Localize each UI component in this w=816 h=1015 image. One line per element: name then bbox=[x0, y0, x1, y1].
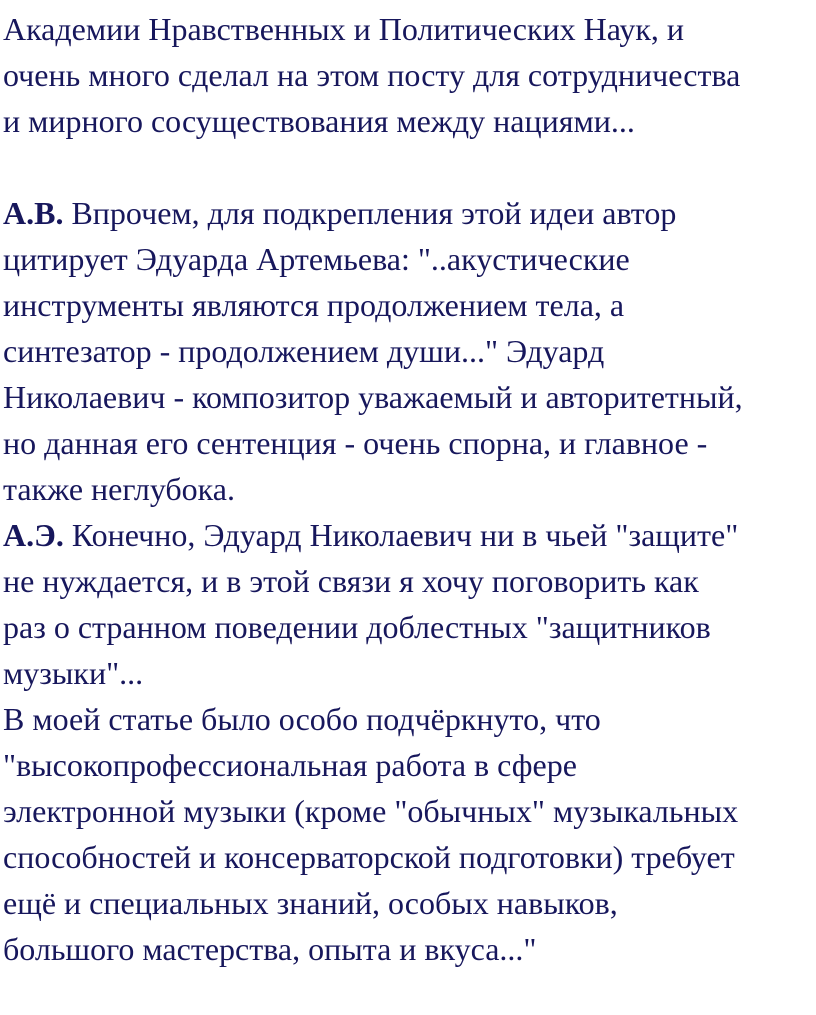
text-line: способностей и консерваторской подготовки) требует bbox=[3, 839, 735, 875]
text-line: Николаевич - композитор уважаемый и авторитетный, bbox=[3, 379, 743, 415]
paragraph-av bbox=[3, 190, 816, 512]
text-line: В моей статье было особо подчёркнуто, что bbox=[3, 701, 601, 737]
text-line: Академии Нравственных и Политических Наук, и bbox=[3, 11, 684, 47]
speaker-label: А.Э. bbox=[3, 517, 64, 553]
text-line bbox=[3, 190, 816, 236]
text-line: синтезатор - продолжением души..." Эдуард bbox=[3, 333, 605, 369]
text-line: и мирного сосуществования между нациями... bbox=[3, 103, 635, 139]
speaker-label: А.В. bbox=[3, 195, 64, 231]
text-line: "высокопрофессиональная работа в сфере bbox=[3, 747, 577, 783]
text-line bbox=[3, 512, 816, 558]
text-line: также неглубока. bbox=[3, 471, 235, 507]
text-line: цитирует Эдуарда Артемьева: "..акустические bbox=[3, 241, 630, 277]
text-line: большого мастерства, опыта и вкуса..." bbox=[3, 931, 537, 967]
document-body bbox=[3, 6, 816, 972]
text-line: электронной музыки (кроме "обычных" музыкальных bbox=[3, 793, 739, 829]
paragraph-quote bbox=[3, 696, 816, 972]
text-line: ещё и специальных знаний, особых навыков, bbox=[3, 885, 618, 921]
text-line: не нуждается, и в этой связи я хочу поговорить как bbox=[3, 563, 699, 599]
paragraph-intro bbox=[3, 6, 816, 144]
text-line: но данная его сентенция - очень спорна, и главное - bbox=[3, 425, 708, 461]
text-line: инструменты являются продолжением тела, а bbox=[3, 287, 625, 323]
text-line: раз о странном поведении доблестных "защитников bbox=[3, 609, 711, 645]
paragraph-spacer bbox=[3, 144, 816, 190]
paragraph-ae bbox=[3, 512, 816, 696]
text-line: очень много сделал на этом посту для сотрудничества bbox=[3, 57, 741, 93]
line-text: Впрочем, для подкрепления этой идеи автор bbox=[63, 195, 677, 231]
text-line: музыки"... bbox=[3, 655, 144, 691]
line-text: Конечно, Эдуард Николаевич ни в чьей "защите" bbox=[63, 517, 739, 553]
